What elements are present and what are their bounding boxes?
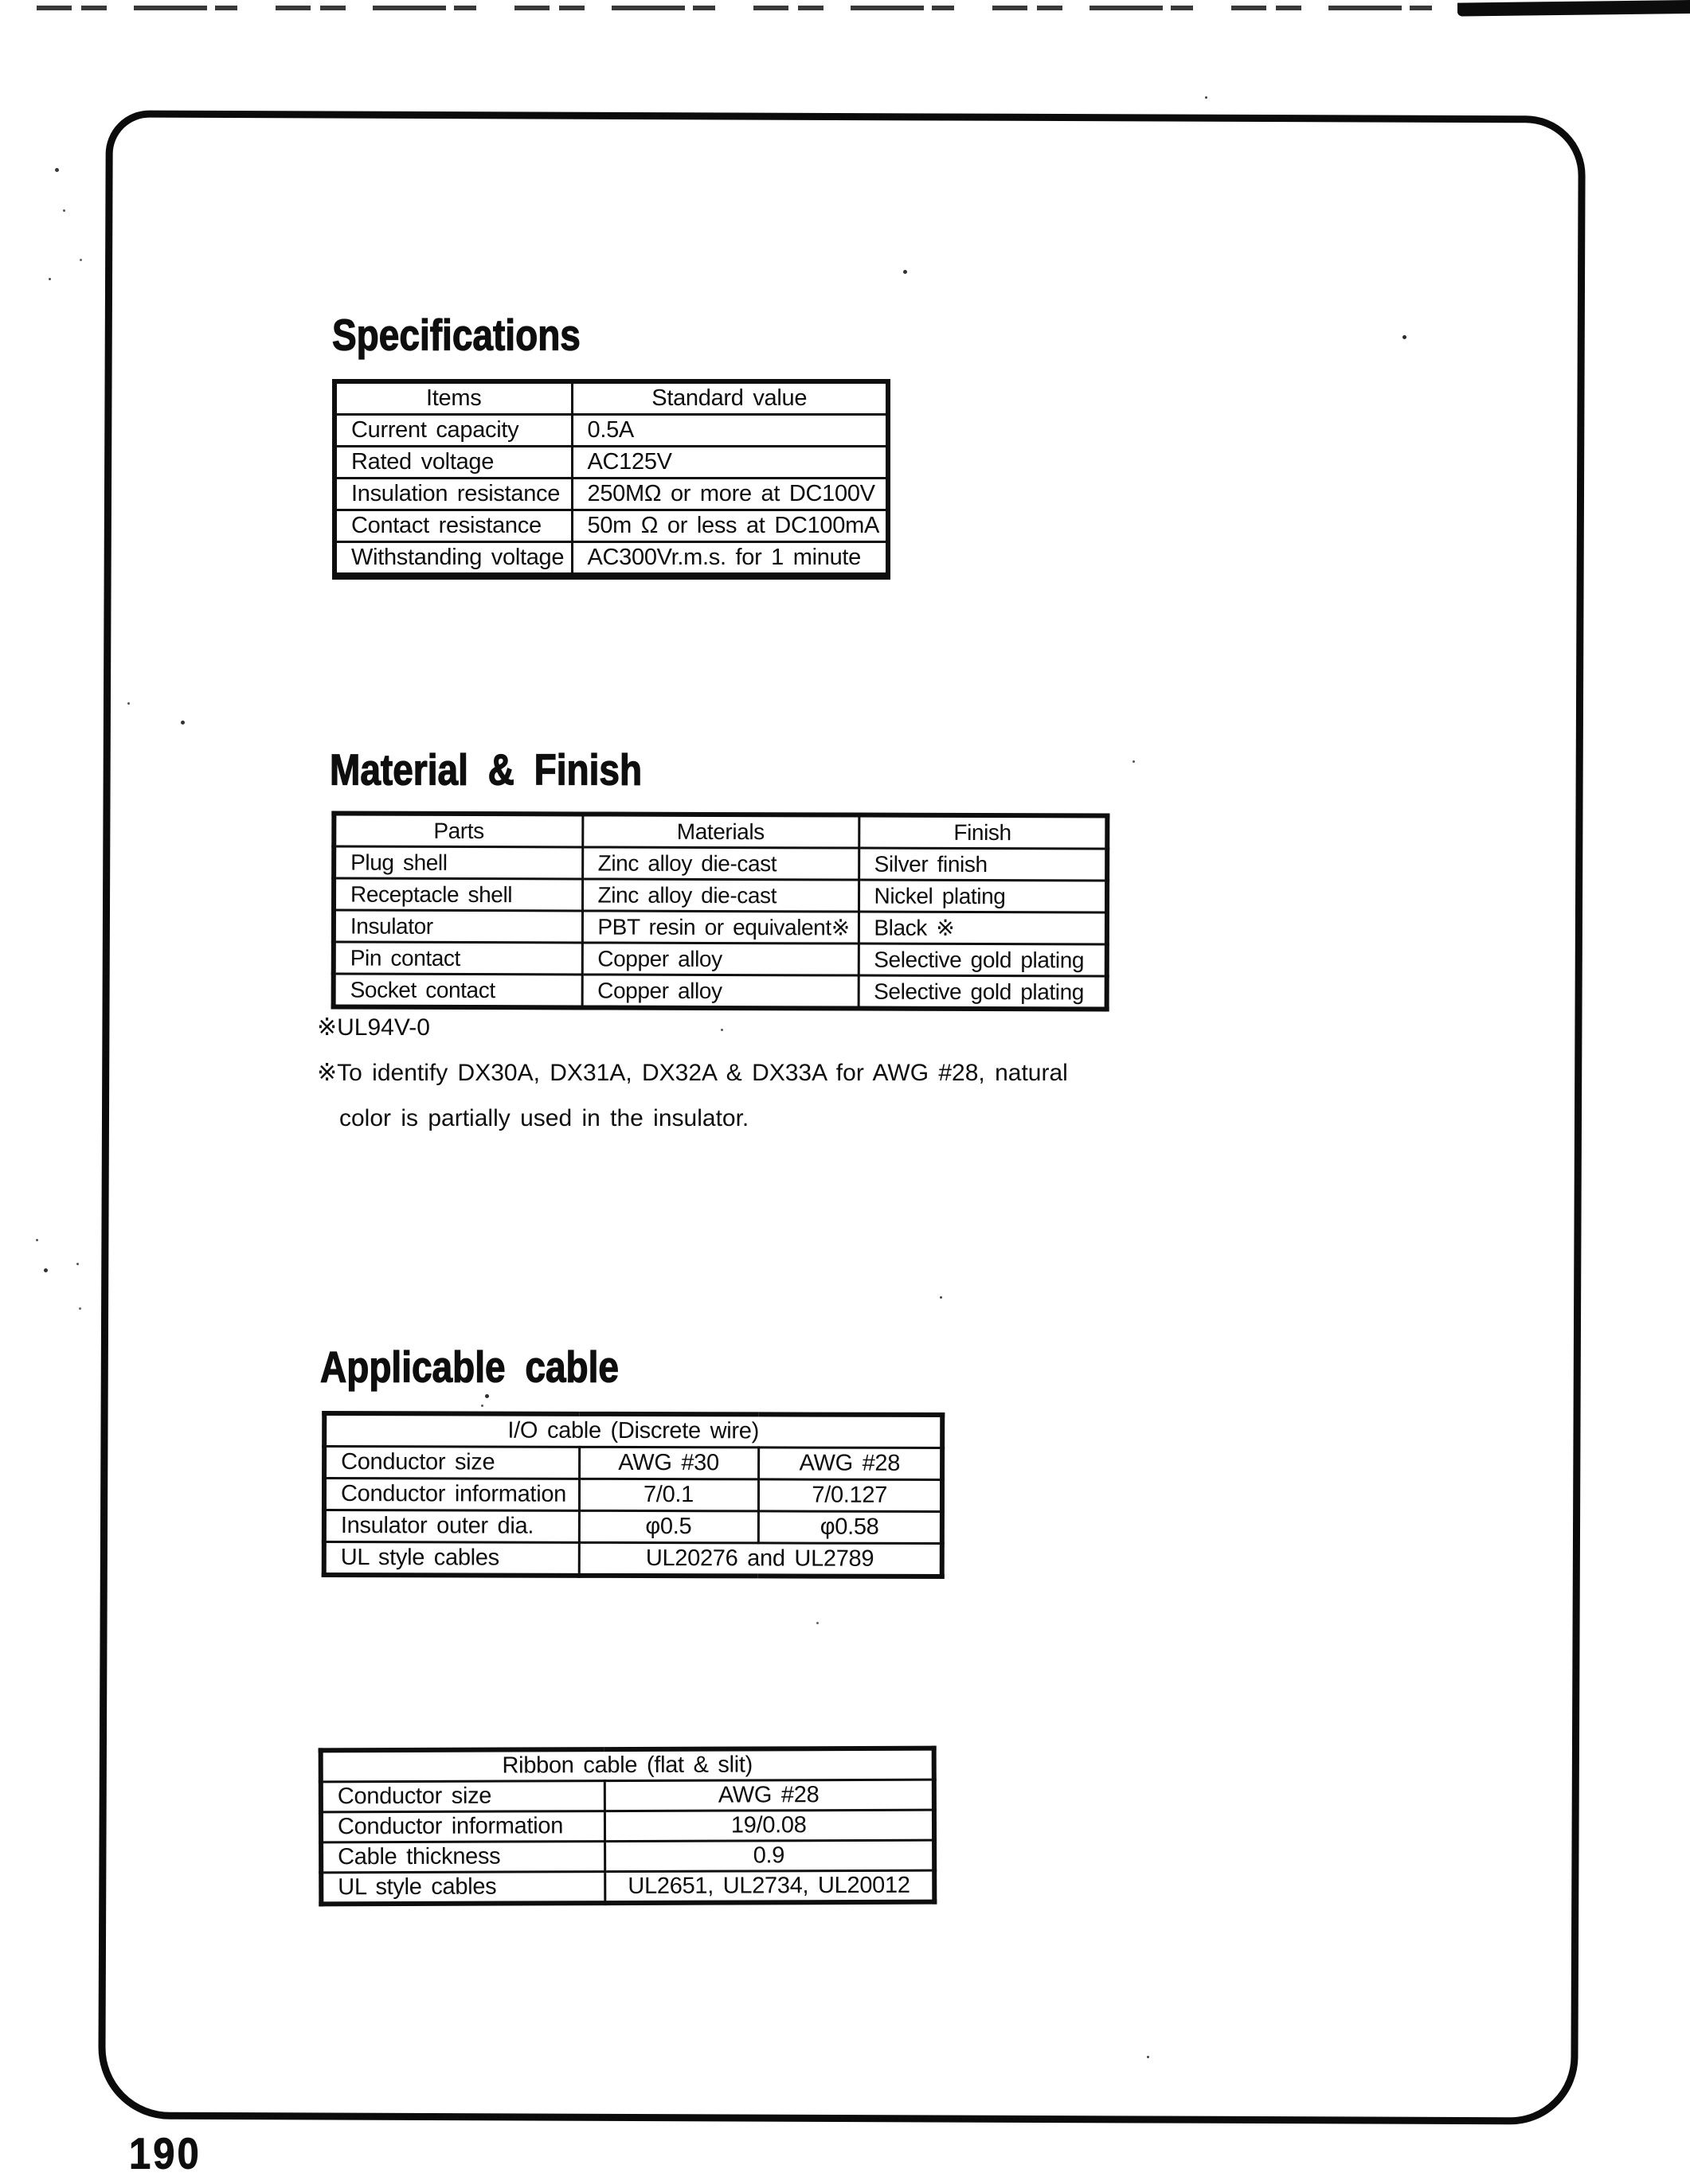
table-row: [324, 1446, 942, 1479]
table-cell: Copper alloy: [582, 975, 859, 1009]
table-cell: Conductor information: [324, 1478, 579, 1510]
specifications-table: [332, 379, 890, 580]
table-cell: Insulator outer dia.: [324, 1510, 579, 1542]
table-title-row: [321, 1748, 934, 1782]
table-cell: Rated voltage: [334, 447, 572, 479]
column-header-items: Items: [334, 381, 572, 415]
table-row: [334, 910, 1107, 944]
table-cell: φ0.58: [758, 1511, 942, 1544]
table-title-row: [324, 1413, 942, 1448]
table-row: [321, 1810, 934, 1842]
table-header-row: [334, 813, 1107, 849]
table-cell: Silver finish: [859, 848, 1107, 881]
material-finish-table: [331, 811, 1110, 1011]
table-cell: UL style cables: [324, 1541, 579, 1575]
table-row: [334, 542, 888, 576]
material-notes: [317, 1005, 1117, 1141]
table-cell: Pin contact: [334, 942, 582, 975]
table-header-row: [334, 381, 888, 415]
table-row: [324, 1510, 942, 1543]
table-cell: 0.9: [604, 1840, 934, 1871]
table-row: [324, 1478, 942, 1511]
table-cell: 7/0.1: [579, 1479, 758, 1511]
table-cell: 250MΩ or more at DC100V: [572, 479, 888, 510]
table-cell: Black ※: [859, 912, 1107, 944]
table-cell: φ0.5: [579, 1510, 758, 1543]
table-cell: Cable thickness: [321, 1842, 604, 1873]
table-cell: Nickel plating: [859, 880, 1107, 912]
table-cell: AWG #30: [579, 1447, 758, 1479]
table-row: [321, 1870, 934, 1904]
applicable-cable-heading: Applicable cable: [320, 1342, 620, 1392]
table-cell: Conductor information: [321, 1811, 604, 1842]
table-cell: UL20276 and UL2789: [579, 1542, 942, 1576]
specifications-heading: Specifications: [332, 311, 581, 360]
table-cell: Insulation resistance: [334, 479, 572, 510]
table-cell: Conductor size: [324, 1446, 579, 1479]
table-cell: Contact resistance: [334, 510, 572, 542]
table-cell: UL2651, UL2734, UL20012: [604, 1870, 934, 1903]
io-cable-table: [322, 1411, 945, 1579]
table-row: [321, 1840, 934, 1873]
table-title: I/O cable (Discrete wire): [324, 1413, 942, 1448]
table-row: [324, 1541, 942, 1576]
table-cell: 19/0.08: [604, 1810, 934, 1841]
page-number: 190: [129, 2130, 201, 2178]
table-row: [321, 1780, 934, 1812]
table-cell: AWG #28: [604, 1780, 934, 1811]
table-cell: Receptacle shell: [334, 878, 582, 911]
table-cell: Current capacity: [334, 415, 572, 447]
table-cell: Selective gold plating: [859, 944, 1107, 976]
column-header-finish: Finish: [859, 815, 1107, 849]
material-finish-heading: Material & Finish: [330, 745, 643, 795]
table-cell: 7/0.127: [758, 1479, 942, 1512]
table-row: [334, 447, 888, 479]
scan-top-edge-blob: [1457, 0, 1690, 17]
table-row: [334, 510, 888, 542]
table-row: [334, 878, 1107, 912]
table-cell: AC300Vr.m.s. for 1 minute: [572, 542, 888, 576]
table-cell: Copper alloy: [582, 943, 859, 975]
table-row: [334, 942, 1107, 976]
table-cell: Withstanding voltage: [334, 542, 572, 576]
table-row: [334, 846, 1107, 881]
table-cell: Insulator: [334, 910, 582, 943]
scan-top-edge-line: [37, 6, 1685, 10]
table-cell: Conductor size: [321, 1781, 604, 1812]
table-cell: Selective gold plating: [859, 975, 1107, 1009]
table-cell: PBT resin or equivalent※: [582, 911, 859, 944]
table-title: Ribbon cable (flat & slit): [321, 1748, 934, 1782]
table-row: [334, 974, 1107, 1010]
table-cell: Zinc alloy die-cast: [582, 847, 859, 880]
table-cell: AC125V: [572, 447, 888, 479]
table-cell: 0.5A: [572, 415, 888, 447]
column-header-materials: Materials: [582, 814, 859, 848]
table-cell: Zinc alloy die-cast: [582, 879, 859, 912]
table-cell: 50m Ω or less at DC100mA: [572, 510, 888, 542]
table-cell: Plug shell: [334, 846, 582, 879]
table-row: [334, 415, 888, 447]
table-row: [334, 479, 888, 510]
table-cell: UL style cables: [321, 1872, 604, 1905]
column-header-standard-value: Standard value: [572, 381, 888, 415]
scan-noise: [0, 0, 2, 2]
note-line: ※To identify DX30A, DX31A, DX32A & DX33A for AWG #28, natural color is partially used in the insulator.: [317, 1060, 1068, 1131]
ribbon-cable-table: [319, 1746, 937, 1907]
note-line: ※UL94V-0: [317, 1014, 430, 1041]
table-cell: Socket contact: [334, 974, 582, 1007]
table-cell: AWG #28: [758, 1448, 942, 1480]
column-header-parts: Parts: [334, 813, 582, 846]
